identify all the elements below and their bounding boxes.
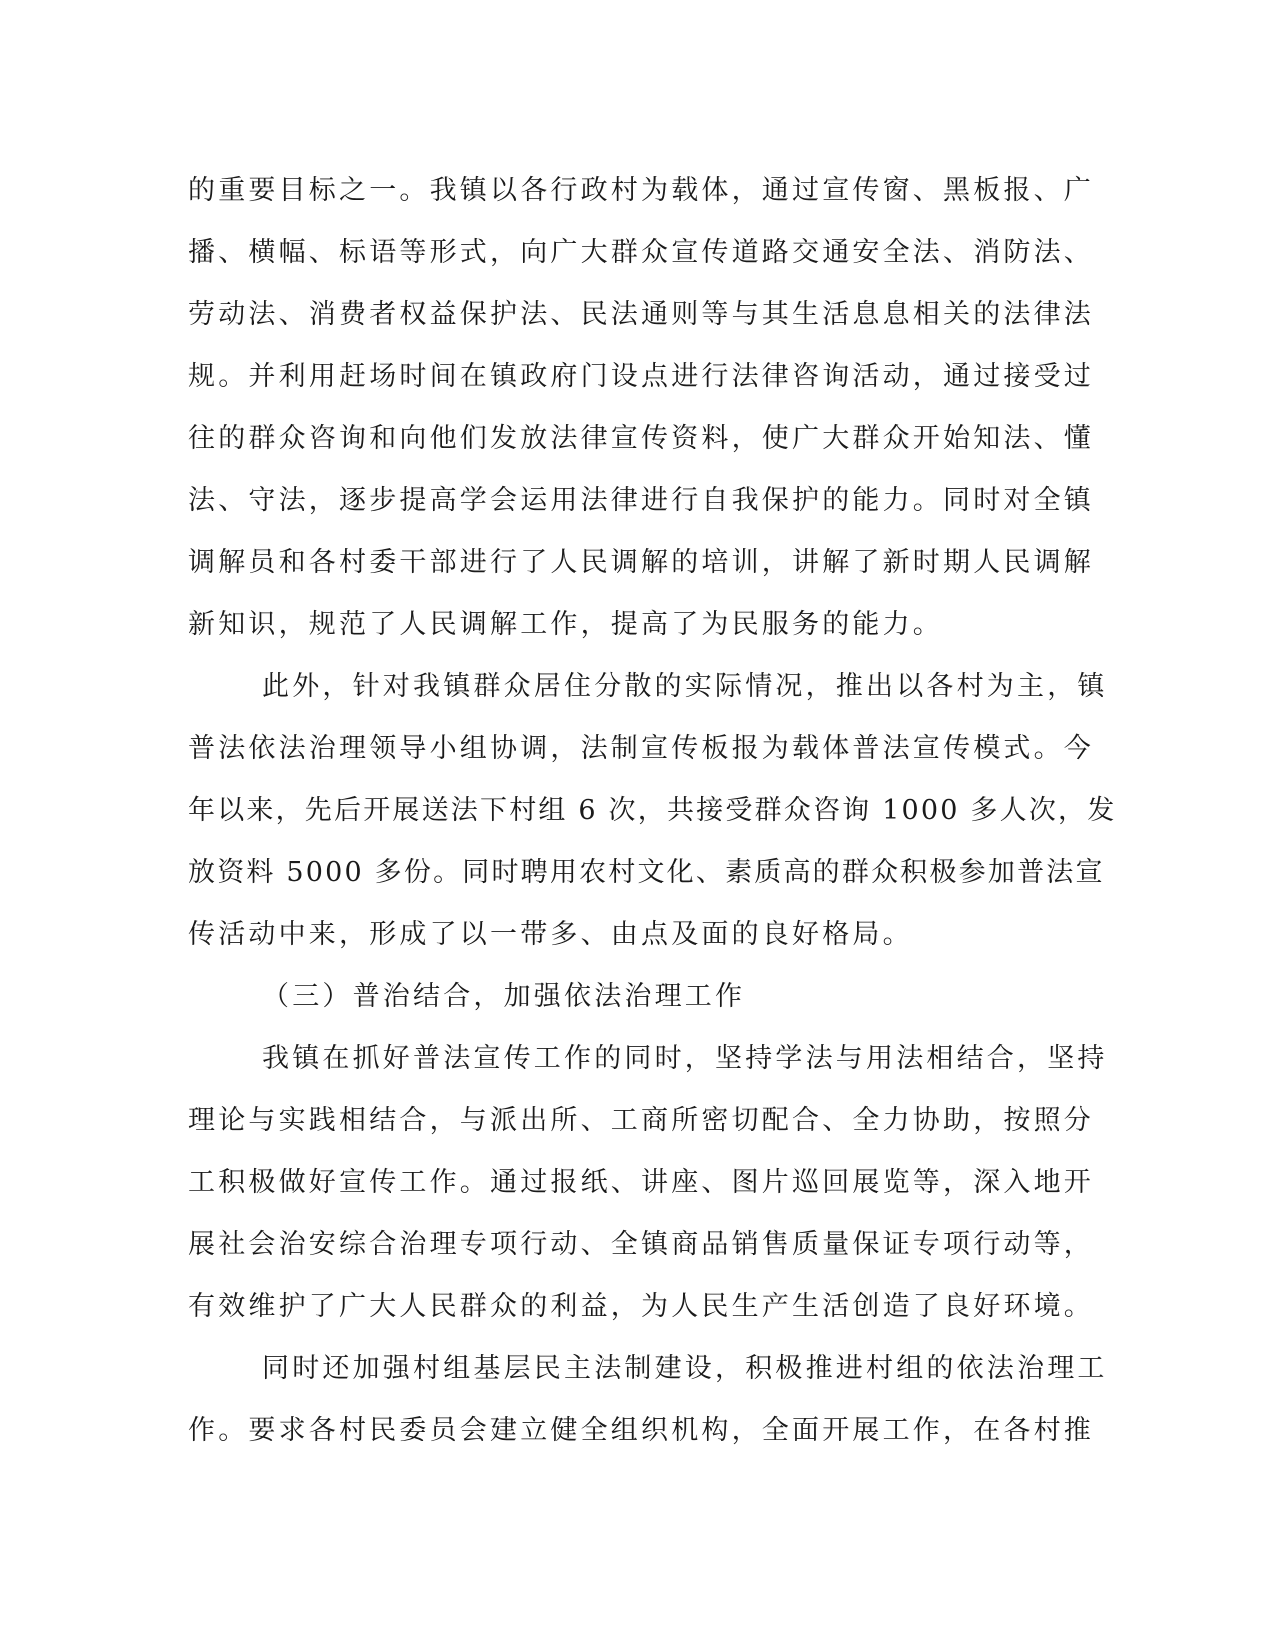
paragraph-first-line: 同时还加强村组基层民主法制建设，积极推进村组的依法治理工 (262, 1353, 1108, 1384)
text-line: 理论与实践相结合，与派出所、工商所密切配合、全力协助，按照分 (188, 1105, 1094, 1136)
section-heading: （三）普治结合，加强依法治理工作 (262, 981, 746, 1012)
text-line: 调解员和各村委干部进行了人民调解的培训，讲解了新时期人民调解 (188, 547, 1094, 578)
text-line: 有效维护了广大人民群众的利益，为人民生产生活创造了良好环境。 (188, 1291, 1094, 1322)
paragraph-first-line: 此外，针对我镇群众居住分散的实际情况，推出以各村为主，镇 (262, 671, 1108, 702)
text-line: 新知识，规范了人民调解工作，提高了为民服务的能力。 (188, 609, 943, 640)
text-line: 普法依法治理领导小组协调，法制宣传板报为载体普法宣传模式。今 (188, 733, 1094, 764)
text-line: 展社会治安综合治理专项行动、全镇商品销售质量保证专项行动等， (188, 1229, 1094, 1260)
text-line: 规。并利用赶场时间在镇政府门设点进行法律咨询活动，通过接受过 (188, 361, 1094, 392)
text-line: 放资料 5000 多份。同时聘用农村文化、素质高的群众积极参加普法宣 (188, 857, 1105, 888)
text-line: 工积极做好宣传工作。通过报纸、讲座、图片巡回展览等，深入地开 (188, 1167, 1094, 1198)
text-line: 作。要求各村民委员会建立健全组织机构，全面开展工作，在各村推 (188, 1415, 1094, 1446)
text-line: 年以来，先后开展送法下村组 6 次，共接受群众咨询 1000 多人次，发 (188, 795, 1117, 826)
text-line: 传活动中来，形成了以一带多、由点及面的良好格局。 (188, 919, 913, 950)
text-line: 往的群众咨询和向他们发放法律宣传资料，使广大群众开始知法、懂 (188, 423, 1094, 454)
text-line: 的重要目标之一。我镇以各行政村为载体，通过宣传窗、黑板报、广 (188, 175, 1094, 206)
document-body (188, 160, 1117, 1462)
text-line: 法、守法，逐步提高学会运用法律进行自我保护的能力。同时对全镇 (188, 485, 1094, 516)
text-line: 播、横幅、标语等形式，向广大群众宣传道路交通安全法、消防法、 (188, 237, 1094, 268)
paragraph-first-line: 我镇在抓好普法宣传工作的同时，坚持学法与用法相结合，坚持 (262, 1043, 1108, 1074)
text-line: 劳动法、消费者权益保护法、民法通则等与其生活息息相关的法律法 (188, 299, 1094, 330)
